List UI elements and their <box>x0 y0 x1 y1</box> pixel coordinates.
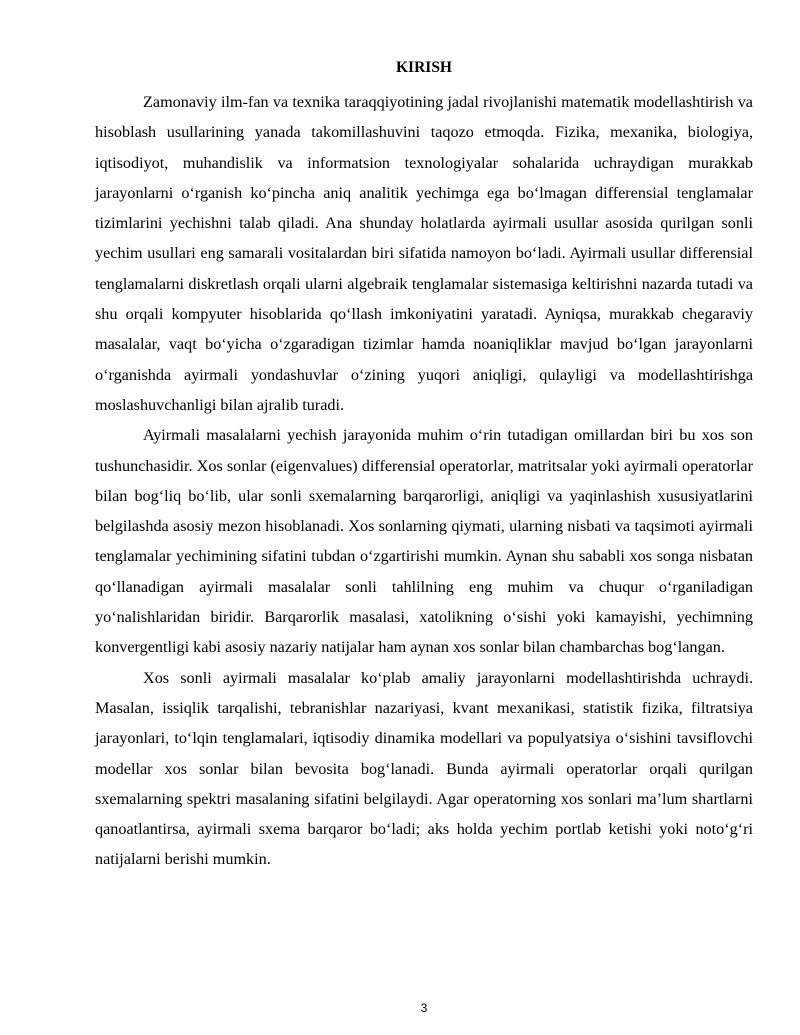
paragraph-2: Ayirmali masalalarni yechish jarayonida muhim o‘rin tutadigan omillardan biri bu xos son tushunchasidir. Xos sonlar (eigenvalues) differensial operatorlar, matritsalar yoki ayirmali operatorlar bilan bog‘liq bo‘lib, ular sonli sxemalarning barqarorligi, aniqligi va yaqinlashish xususiyatlarini belgilashda asosiy mezon hisoblanadi. Xos sonlarning qiymati, ularning nisbati va taqsimoti ayirmali tenglamalar yechimining sifatini tubdan o‘zgartirishi mumkin. Aynan shu sababli xos songa nisbatan qo‘llanadigan ayirmali masalalar sonli tahlilning eng muhim va chuqur o‘rganiladigan yo‘nalishlaridan biridir. Barqarorlik masalasi, xatolikning o‘sishi yoki kamayishi, yechimning konvergentligi kabi asosiy nazariy natijalar ham aynan xos sonlar bilan chambarchas bog‘langan. <box>95 426 753 657</box>
document-body <box>95 87 753 875</box>
paragraph-1: Zamonaviy ilm-fan va texnika taraqqiyotining jadal rivojlanishi matematik modellashtirish va hisoblash usullarining yanada takomillashuvini taqozo etmoqda. Fizika, mexanika, biologiya, iqtisodiyot, muhandislik va informatsion texnologiyalar sohalarida uchraydigan murakkab jarayonlarni o‘rganish ko‘pincha aniq analitik yechimga ega bo‘lmagan differensial tenglamalar tizimlarini yechishni talab qiladi. Ana shunday holatlarda ayirmali usullar asosida qurilgan sonli yechim usullari eng samarali vositalardan biri sifatida namoyon bo‘ladi. Ayirmali usullar differensial tenglamalarni diskretlash orqali ularni algebraik tenglamalar sistemasiga keltirishni nazarda tutadi va shu orqali kompyuter hisoblarida qo‘llash imkoniyatini yaratadi. Ayniqsa, murakkab chegaraviy masalalar, vaqt bo‘yicha o‘zgaradigan tizimlar hamda noaniqliklar mavjud bo‘lgan jarayonlarni o‘rganishda ayirmali yondashuvlar o‘zining yuqori aniqligi, qulayligi va modellashtirishga moslashuvchanligi bilan ajralib turadi. <box>95 93 753 414</box>
page-number: 3 <box>420 1001 428 1015</box>
paragraph-3: Xos sonli ayirmali masalalar ko‘plab amaliy jarayonlarni modellashtirishda uchraydi. Masalan, issiqlik tarqalishi, tebranishlar nazariyasi, kvant mexanikasi, statistik fizika, filtratsiya jarayonlari, to‘lqin tenglamalari, iqtisodiy dinamika modellari va populyatsiya o‘sishini tavsiflovchi modellar xos sonlar bilan bevosita bog‘lanadi. Bunda ayirmali operatorlar orqali qurilgan sxemalarning spektri masalaning sifatini belgilaydi. Agar operatorning xos sonlari ma’lum shartlarni qanoatlantirsa, ayirmali sxema barqaror bo‘ladi; aks holda yechim portlab ketishi yoki noto‘g‘ri natijalarni berishi mumkin. <box>95 668 753 869</box>
section-title: KIRISH <box>396 59 452 76</box>
